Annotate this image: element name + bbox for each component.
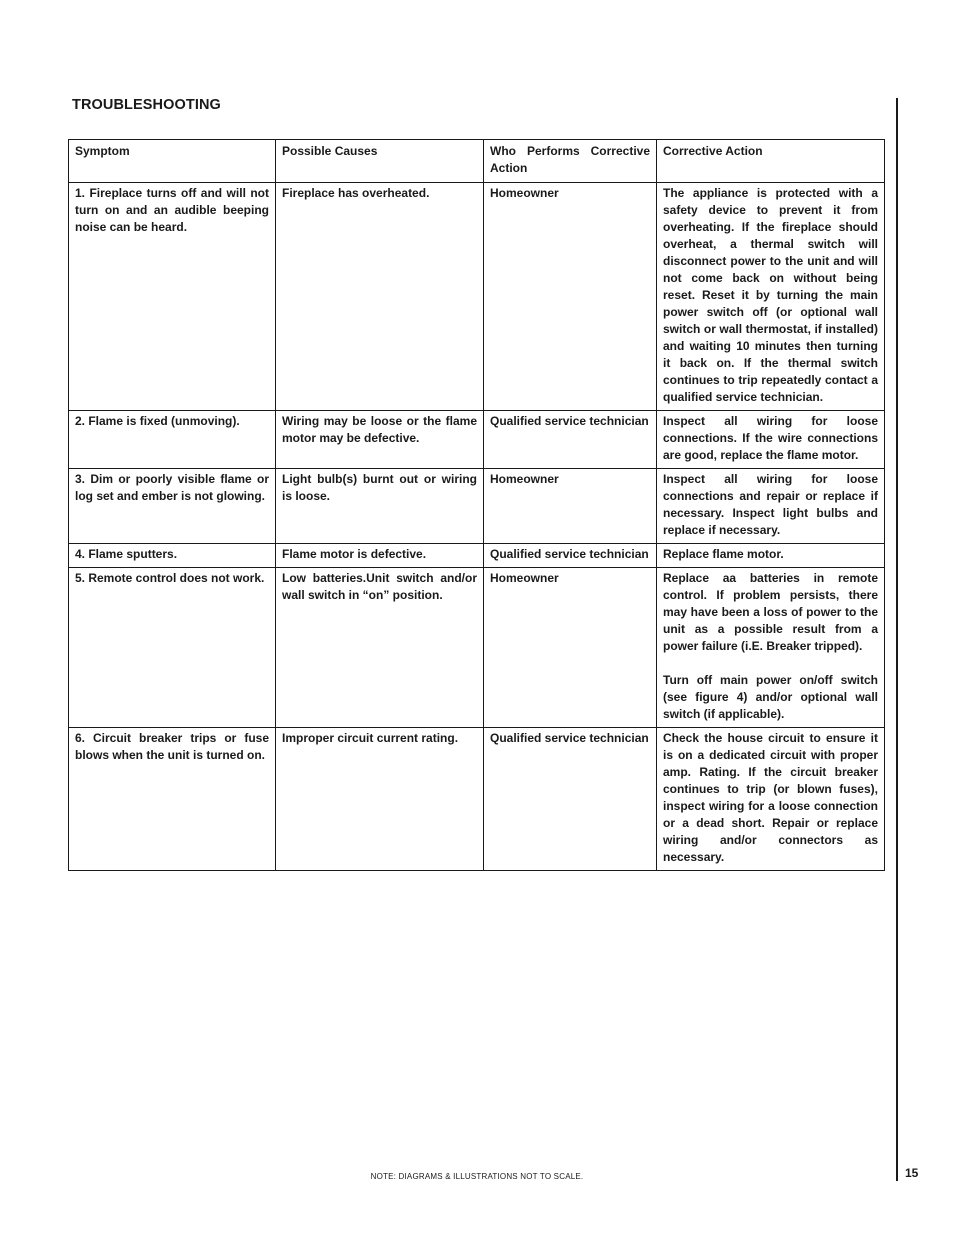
who-performs-cell: Qualified service technician — [484, 544, 657, 568]
footer-note: NOTE: DIAGRAMS & ILLUSTRATIONS NOT TO SCALE. — [370, 1172, 584, 1181]
table-row — [69, 469, 885, 544]
header-who-performs: Who Performs Corrective Action — [484, 140, 657, 183]
possible-causes-cell: Improper circuit current rating. — [276, 728, 484, 871]
possible-causes-cell: Wiring may be loose or the flame motor may be defective. — [276, 411, 484, 469]
who-performs-cell: Homeowner — [484, 183, 657, 411]
table-row — [69, 544, 885, 568]
corrective-action-cell — [657, 568, 885, 728]
symptom-cell: 2. Flame is fixed (unmoving). — [69, 411, 276, 469]
header-symptom: Symptom — [69, 140, 276, 183]
corrective-action-text: Inspect all wiring for loose connections. If the wire connections are good, replace the flame motor. — [663, 414, 878, 462]
troubleshooting-table — [68, 139, 885, 871]
header-possible-causes: Possible Causes — [276, 140, 484, 183]
corrective-action-text: The appliance is protected with a safety device to prevent it from overheating. If the fireplace should overheat, a thermal switch will disconnect power to the unit and will not come back on without being reset. Reset it by turning the main power switch off (or optional wall switch or wall thermostat, if installed) and waiting 10 minutes then turning it back on. If the thermal switch continues to trip repeatedly contact a qualified service technician. — [663, 186, 878, 404]
table-row — [69, 568, 885, 728]
corrective-action-cell — [657, 411, 885, 469]
corrective-action-text: Check the house circuit to ensure it is on a dedicated circuit with proper amp. Rating. If the circuit breaker continues to trip (or blown fuses), inspect wiring for a loose connection or a dead short. Repair or replace wiring and/or connectors as necessary. — [663, 731, 878, 864]
symptom-cell: 3. Dim or poorly visible flame or log set and ember is not glowing. — [69, 469, 276, 544]
who-performs-cell: Qualified service technician — [484, 411, 657, 469]
who-performs-cell: Homeowner — [484, 568, 657, 728]
symptom-cell: 4. Flame sputters. — [69, 544, 276, 568]
possible-causes-cell: Low batteries.Unit switch and/or wall switch in “on” position. — [276, 568, 484, 728]
page-number: 15 — [905, 1166, 919, 1180]
corrective-action-cell — [657, 544, 885, 568]
corrective-action-text: Turn off main power on/off switch (see figure 4) and/or optional wall switch (if applicable). — [663, 673, 878, 721]
table-row — [69, 411, 885, 469]
who-performs-cell: Qualified service technician — [484, 728, 657, 871]
symptom-cell: 5. Remote control does not work. — [69, 568, 276, 728]
table-row — [69, 728, 885, 871]
corrective-action-cell — [657, 183, 885, 411]
symptom-cell: 1. Fireplace turns off and will not turn on and an audible beeping noise can be heard. — [69, 183, 276, 411]
corrective-action-cell — [657, 469, 885, 544]
who-performs-cell: Homeowner — [484, 469, 657, 544]
possible-causes-cell: Light bulb(s) burnt out or wiring is loose. — [276, 469, 484, 544]
right-margin-rule — [896, 98, 898, 1181]
symptom-cell: 6. Circuit breaker trips or fuse blows when the unit is turned on. — [69, 728, 276, 871]
corrective-action-text: Replace aa batteries in remote control. If problem persists, there may have been a loss of power to the unit as a possible result from a power failure (i.E. Breaker tripped). — [663, 571, 878, 653]
table-header-row — [69, 140, 885, 183]
header-corrective-action: Corrective Action — [657, 140, 885, 183]
section-title: TROUBLESHOOTING — [72, 97, 221, 113]
table-row — [69, 183, 885, 411]
corrective-action-text: Replace flame motor. — [663, 547, 784, 561]
corrective-action-cell — [657, 728, 885, 871]
possible-causes-cell: Flame motor is defective. — [276, 544, 484, 568]
possible-causes-cell: Fireplace has overheated. — [276, 183, 484, 411]
corrective-action-text: Inspect all wiring for loose connections and repair or replace if necessary. Inspect light bulbs and replace if necessary. — [663, 472, 878, 537]
